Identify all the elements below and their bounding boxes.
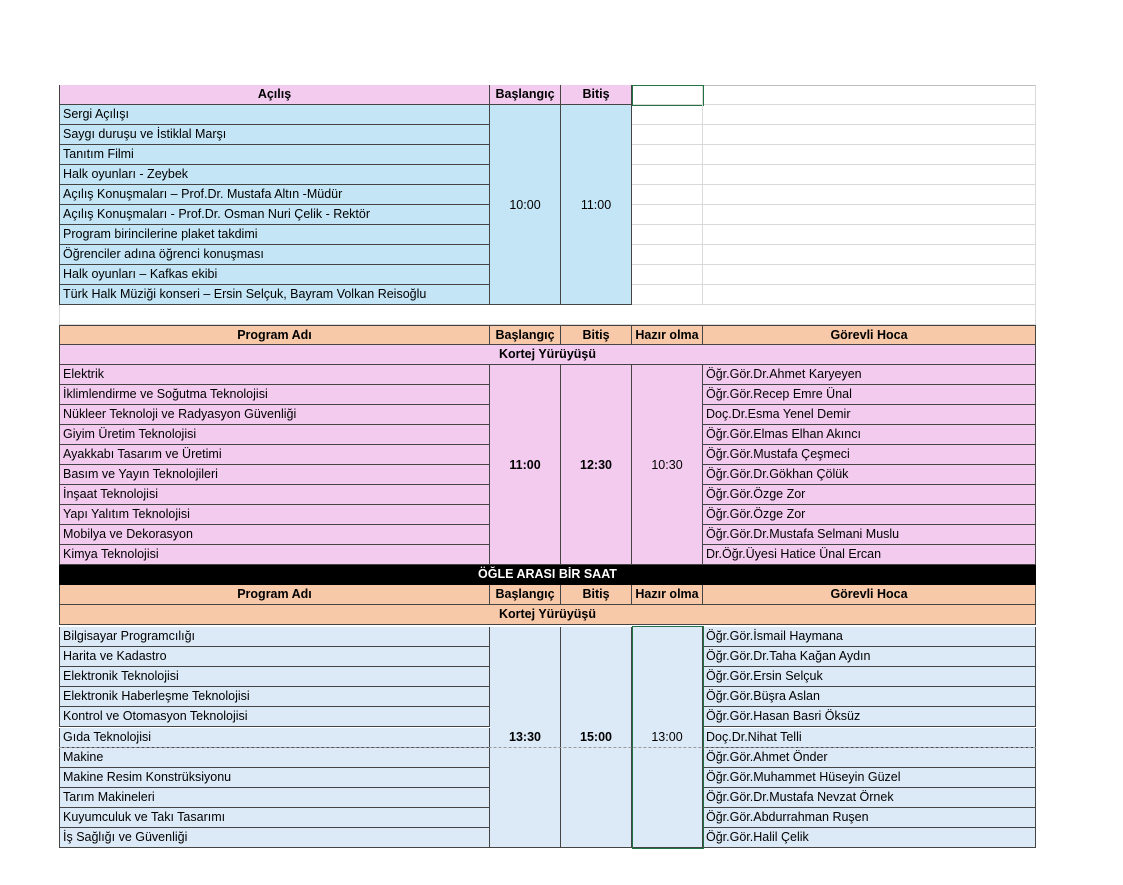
- program-name-cell[interactable]: Nükleer Teknoloji ve Radyasyon Güvenliği: [59, 405, 490, 425]
- empty-cell[interactable]: [703, 265, 1036, 285]
- session2-ready-time[interactable]: [632, 627, 703, 848]
- empty-cell[interactable]: [703, 105, 1036, 125]
- program-name-cell[interactable]: Basım ve Yayın Teknolojileri: [59, 465, 490, 485]
- lunch-break-banner[interactable]: ÖĞLE ARASI BİR SAAT: [59, 565, 1036, 585]
- program-name-cell[interactable]: Makine Resim Konstrüksiyonu: [59, 768, 490, 788]
- empty-cell[interactable]: [632, 125, 703, 145]
- program-name-cell[interactable]: Mobilya ve Dekorasyon: [59, 525, 490, 545]
- session2-header-row: [59, 585, 1036, 605]
- opening-end-time[interactable]: [561, 105, 632, 305]
- opening-item[interactable]: Halk oyunları - Zeybek: [59, 165, 490, 185]
- empty-cell[interactable]: [703, 165, 1036, 185]
- empty-cell[interactable]: [703, 125, 1036, 145]
- empty-cell[interactable]: [703, 245, 1036, 265]
- empty-cell[interactable]: [632, 205, 703, 225]
- program-name-cell[interactable]: Bilgisayar Programcılığı: [59, 627, 490, 647]
- program-name-cell[interactable]: Tarım Makineleri: [59, 788, 490, 808]
- opening-start-time[interactable]: [490, 105, 561, 305]
- program-name-cell[interactable]: Elektronik Teknolojisi: [59, 667, 490, 687]
- program-name-cell[interactable]: Kuyumculuk ve Takı Tasarımı: [59, 808, 490, 828]
- program-name-cell[interactable]: Yapı Yalıtım Teknolojisi: [59, 505, 490, 525]
- program-name-cell[interactable]: İş Sağlığı ve Güvenliği: [59, 828, 490, 848]
- teacher-name-cell[interactable]: Öğr.Gör.Elmas Elhan Akıncı: [703, 425, 1036, 445]
- opening-end-time-value: 11:00: [580, 197, 612, 212]
- program-name-cell[interactable]: Elektrik: [59, 365, 490, 385]
- teacher-name-cell[interactable]: Öğr.Gör.Hasan Basri Öksüz: [703, 707, 1036, 727]
- empty-cell[interactable]: [703, 145, 1036, 165]
- teacher-name-cell[interactable]: Öğr.Gör.Dr.Taha Kağan Aydın: [703, 647, 1036, 667]
- session2-end-time[interactable]: [561, 627, 632, 848]
- session2-start-header[interactable]: Başlangıç: [490, 585, 561, 605]
- opening-item[interactable]: Açılış Konuşmaları – Prof.Dr. Mustafa Altın -Müdür: [59, 185, 490, 205]
- empty-cell[interactable]: [632, 165, 703, 185]
- session2-ready-header[interactable]: Hazır olma: [632, 585, 703, 605]
- session1-start-header[interactable]: Başlangıç: [490, 325, 561, 345]
- session1-procession-row: [59, 345, 1036, 365]
- opening-item[interactable]: Tanıtım Filmi: [59, 145, 490, 165]
- empty-cell[interactable]: [632, 105, 703, 125]
- session2-teacher-header[interactable]: Görevli Hoca: [703, 585, 1036, 605]
- empty-cell[interactable]: [632, 85, 703, 105]
- program-name-cell[interactable]: Kimya Teknolojisi: [59, 545, 490, 565]
- teacher-name-cell[interactable]: Öğr.Gör.Özge Zor: [703, 505, 1036, 525]
- teacher-name-cell[interactable]: Öğr.Gör.Recep Emre Ünal: [703, 385, 1036, 405]
- opening-header-row: [59, 85, 1036, 105]
- session1-teacher-header[interactable]: Görevli Hoca: [703, 325, 1036, 345]
- teacher-name-cell[interactable]: Öğr.Gör.Dr.Mustafa Nevzat Örnek: [703, 788, 1036, 808]
- empty-cell[interactable]: [632, 265, 703, 285]
- empty-cell[interactable]: [703, 285, 1036, 305]
- teacher-name-cell[interactable]: Öğr.Gör.İsmail Haymana: [703, 627, 1036, 647]
- teacher-name-cell[interactable]: Dr.Öğr.Üyesi Hatice Ünal Ercan: [703, 545, 1036, 565]
- teacher-name-cell[interactable]: Öğr.Gör.Muhammet Hüseyin Güzel: [703, 768, 1036, 788]
- opening-start-time-value: 10:00: [509, 197, 541, 212]
- opening-item[interactable]: Halk oyunları – Kafkas ekibi: [59, 265, 490, 285]
- session2-start-time-value: 13:30: [509, 730, 541, 744]
- opening-end-header[interactable]: Bitiş: [561, 85, 632, 105]
- teacher-name-cell[interactable]: Öğr.Gör.Halil Çelik: [703, 828, 1036, 848]
- program-name-cell[interactable]: Harita ve Kadastro: [59, 647, 490, 667]
- empty-cell[interactable]: [632, 245, 703, 265]
- session1-program-header[interactable]: Program Adı: [59, 325, 490, 345]
- program-name-cell[interactable]: Giyim Üretim Teknolojisi: [59, 425, 490, 445]
- session2-start-time[interactable]: [490, 627, 561, 848]
- session1-end-header[interactable]: Bitiş: [561, 325, 632, 345]
- session2-ready-time-value: 13:00: [651, 730, 683, 744]
- session2-procession-cell[interactable]: Kortej Yürüyüşü: [59, 605, 1036, 625]
- empty-cell[interactable]: [632, 285, 703, 305]
- teacher-name-cell[interactable]: Öğr.Gör.Ersin Selçuk: [703, 667, 1036, 687]
- program-name-cell[interactable]: Makine: [59, 748, 490, 768]
- program-name-cell[interactable]: Ayakkabı Tasarım ve Üretimi: [59, 445, 490, 465]
- opening-start-header[interactable]: Başlangıç: [490, 85, 561, 105]
- teacher-name-cell[interactable]: Öğr.Gör.Abdurrahman Ruşen: [703, 808, 1036, 828]
- opening-item[interactable]: Öğrenciler adına öğrenci konuşması: [59, 245, 490, 265]
- empty-cell[interactable]: [59, 305, 1036, 325]
- program-name-cell[interactable]: Kontrol ve Otomasyon Teknolojisi: [59, 707, 490, 727]
- session1-ready-header[interactable]: Hazır olma: [632, 325, 703, 345]
- session1-end-time[interactable]: [561, 365, 632, 565]
- empty-cell[interactable]: [632, 225, 703, 245]
- teacher-name-cell[interactable]: Öğr.Gör.Dr.Ahmet Karyeyen: [703, 365, 1036, 385]
- session1-start-time-value: 11:00: [509, 457, 541, 472]
- program-name-cell[interactable]: Gıda Teknolojisi: [59, 728, 490, 748]
- teacher-name-cell[interactable]: Öğr.Gör.Mustafa Çeşmeci: [703, 445, 1036, 465]
- page-break-line: [59, 747, 1036, 748]
- teacher-name-cell[interactable]: Öğr.Gör.Büşra Aslan: [703, 687, 1036, 707]
- opening-item[interactable]: Sergi Açılışı: [59, 105, 490, 125]
- session1-ready-time[interactable]: [632, 365, 703, 565]
- teacher-name-cell[interactable]: Öğr.Gör.Dr.Gökhan Çölük: [703, 465, 1036, 485]
- session1-start-time[interactable]: [490, 365, 561, 565]
- empty-cell[interactable]: [703, 225, 1036, 245]
- session1-header-row: [59, 325, 1036, 345]
- session2-procession-row: [59, 605, 1036, 625]
- opening-title-cell[interactable]: Açılış: [59, 85, 490, 105]
- session1-procession-cell[interactable]: Kortej Yürüyüşü: [59, 345, 1036, 365]
- empty-cell[interactable]: [632, 185, 703, 205]
- program-name-cell[interactable]: İklimlendirme ve Soğutma Teknolojisi: [59, 385, 490, 405]
- lunch-row: [59, 565, 1036, 585]
- program-name-cell[interactable]: Elektronik Haberleşme Teknolojisi: [59, 687, 490, 707]
- spacer-row: [59, 305, 1036, 325]
- teacher-name-cell[interactable]: Öğr.Gör.Ahmet Önder: [703, 748, 1036, 768]
- program-name-cell[interactable]: İnşaat Teknolojisi: [59, 485, 490, 505]
- opening-item[interactable]: Türk Halk Müziği konseri – Ersin Selçuk, Bayram Volkan Reisoğlu: [59, 285, 490, 305]
- opening-item[interactable]: Açılış Konuşmaları - Prof.Dr. Osman Nuri Çelik - Rektör: [59, 205, 490, 225]
- empty-cell[interactable]: [632, 145, 703, 165]
- teacher-name-cell[interactable]: Öğr.Gör.Dr.Mustafa Selmani Muslu: [703, 525, 1036, 545]
- opening-item[interactable]: Program birincilerine plaket takdimi: [59, 225, 490, 245]
- teacher-name-cell[interactable]: Doç.Dr.Esma Yenel Demir: [703, 405, 1036, 425]
- empty-cell[interactable]: [703, 185, 1036, 205]
- teacher-name-cell[interactable]: Doç.Dr.Nihat Telli: [703, 728, 1036, 748]
- empty-cell[interactable]: [703, 85, 1036, 105]
- empty-cell[interactable]: [703, 205, 1036, 225]
- session2-end-header[interactable]: Bitiş: [561, 585, 632, 605]
- session1-end-time-value: 12:30: [580, 457, 612, 472]
- session2-program-header[interactable]: Program Adı: [59, 585, 490, 605]
- teacher-name-cell[interactable]: Öğr.Gör.Özge Zor: [703, 485, 1036, 505]
- session1-ready-time-value: 10:30: [651, 457, 683, 472]
- opening-item[interactable]: Saygı duruşu ve İstiklal Marşı: [59, 125, 490, 145]
- session2-end-time-value: 15:00: [580, 730, 612, 744]
